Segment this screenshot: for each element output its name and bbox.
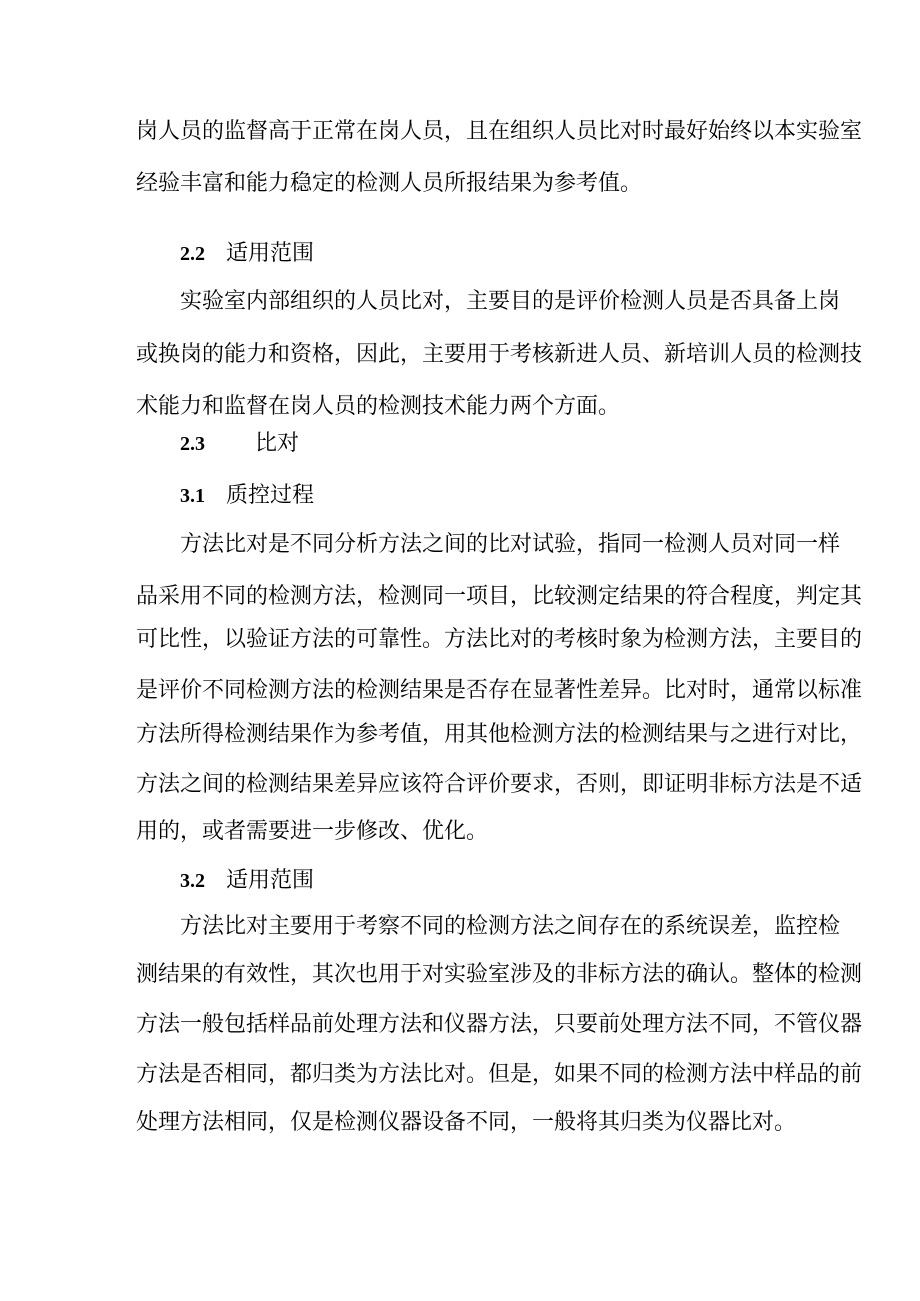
section-2-2-heading bbox=[180, 237, 314, 271]
section-3-2-line-3: 方法一般包括样品前处理方法和仪器方法，只要前处理方法不同，不管仪器 bbox=[136, 1012, 863, 1037]
section-3-1-line-2: 品采用不同的检测方法，检测同一项目，比较测定结果的符合程度，判定其 bbox=[136, 584, 863, 609]
section-3-2-number: 3.2 bbox=[180, 870, 205, 892]
section-2-3-heading bbox=[180, 427, 299, 461]
section-3-2-line-4: 方法是否相同，都归类为方法比对。但是，如果不同的检测方法中样品的前 bbox=[136, 1062, 863, 1087]
section-3-1-line-6: 方法之间的检测结果差异应该符合评价要求，否则，即证明非标方法是不适 bbox=[136, 772, 863, 797]
intro-line-1: 岗人员的监督高于正常在岗人员，且在组织人员比对时最好始终以本实验室 bbox=[136, 119, 863, 144]
intro-line-2: 经验丰富和能力稳定的检测人员所报结果为参考值。 bbox=[136, 171, 643, 196]
section-3-1-line-7: 用的，或者需要进一步修改、优化。 bbox=[136, 819, 489, 844]
section-2-2-title: 适用范围 bbox=[226, 241, 315, 266]
section-3-1-line-5: 方法所得检测结果作为参考值，用其他检测方法的检测结果与之进行对比， bbox=[136, 722, 863, 747]
section-3-1-line-3: 可比性，以验证方法的可靠性。方法比对的考核时象为检测方法，主要目的 bbox=[136, 627, 863, 652]
section-3-1-line-1: 方法比对是不同分析方法之间的比对试验，指同一检测人员对同一样 bbox=[180, 532, 841, 557]
section-2-3-title: 比对 bbox=[255, 431, 300, 456]
section-2-3-number: 2.3 bbox=[180, 433, 205, 455]
section-2-2-number: 2.2 bbox=[180, 243, 205, 265]
section-3-1-title: 质控过程 bbox=[226, 483, 315, 508]
section-3-2-line-1: 方法比对主要用于考察不同的检测方法之间存在的系统误差，监控检 bbox=[180, 914, 841, 939]
section-3-2-heading bbox=[180, 864, 314, 898]
section-2-2-line-1: 实验室内部组织的人员比对，主要目的是评价检测人员是否具备上岗 bbox=[180, 289, 841, 314]
section-3-2-line-5: 处理方法相同，仅是检测仪器设备不同，一般将其归类为仪器比对。 bbox=[136, 1110, 797, 1135]
section-3-2-line-2: 测结果的有效性，其次也用于对实验室涉及的非标方法的确认。整体的检测 bbox=[136, 962, 863, 987]
section-3-1-number: 3.1 bbox=[180, 485, 205, 507]
section-2-2-line-2: 或换岗的能力和资格，因此，主要用于考核新进人员、新培训人员的检测技 bbox=[136, 342, 863, 367]
section-3-1-heading bbox=[180, 479, 314, 513]
section-3-2-title: 适用范围 bbox=[226, 868, 315, 893]
section-3-1-line-4: 是评价不同检测方法的检测结果是否存在显著性差异。比对时，通常以标准 bbox=[136, 678, 863, 703]
section-2-2-line-3: 术能力和监督在岗人员的检测技术能力两个方面。 bbox=[136, 394, 621, 419]
